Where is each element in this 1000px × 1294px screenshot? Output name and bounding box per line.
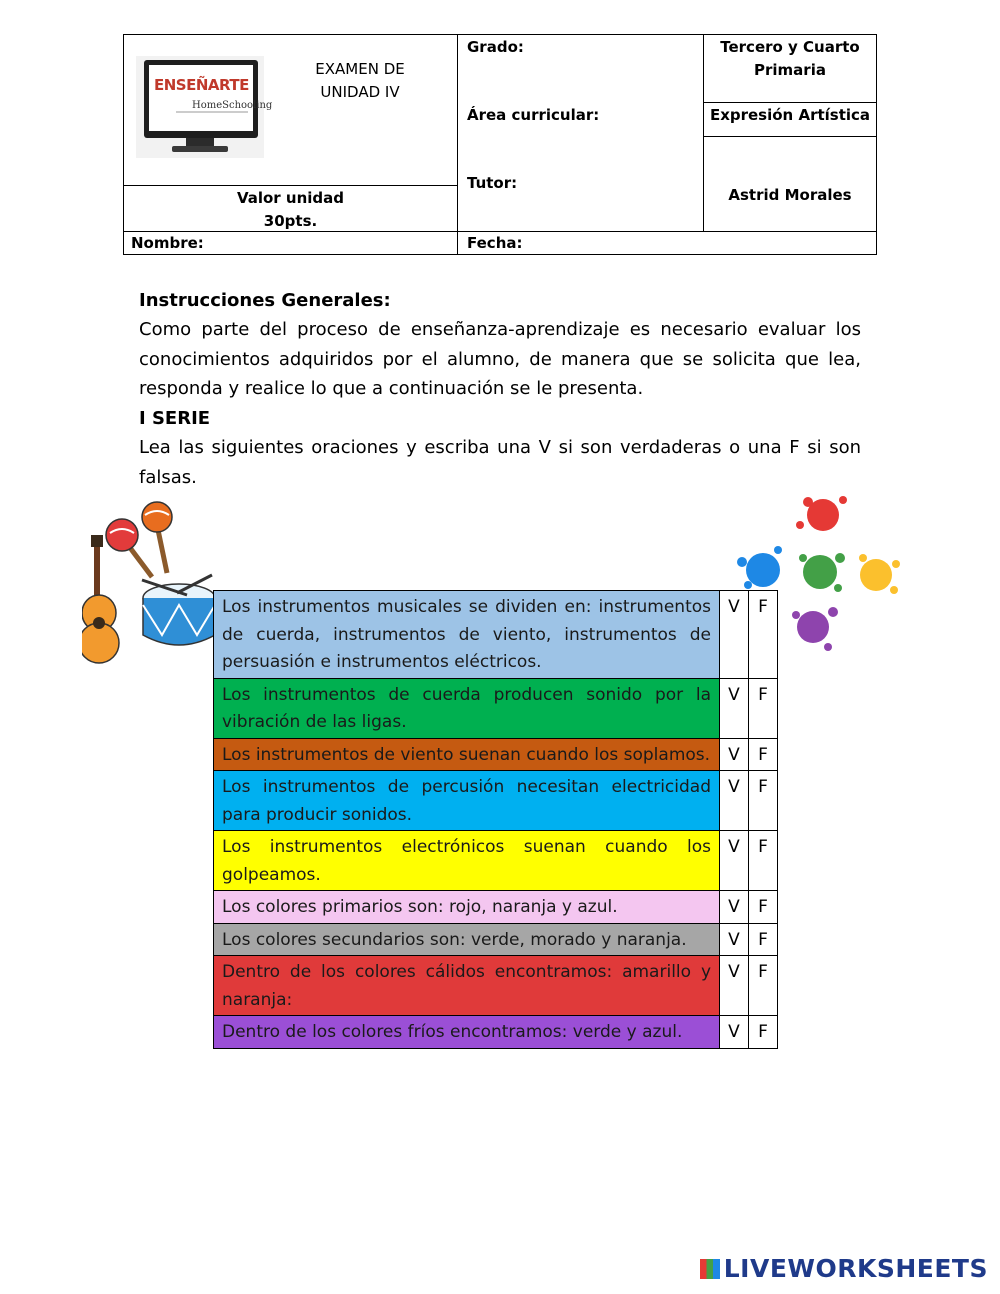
tutor-value: Astrid Morales bbox=[728, 186, 852, 204]
false-option[interactable]: F bbox=[749, 956, 778, 1016]
logo bbox=[136, 56, 273, 158]
serie-body: Lea las siguientes oraciones y escriba una V si son verdaderas o una F si son falsas. bbox=[139, 437, 861, 488]
statement-row bbox=[214, 891, 778, 924]
true-option[interactable]: V bbox=[720, 591, 749, 679]
true-false-table bbox=[213, 590, 778, 1049]
true-option[interactable]: V bbox=[720, 678, 749, 738]
true-option[interactable]: V bbox=[720, 831, 749, 891]
statement-row bbox=[214, 923, 778, 956]
serie-title: I SERIE bbox=[139, 408, 211, 429]
statement-text: Los instrumentos de viento suenan cuando los soplamos. bbox=[214, 738, 720, 771]
false-option[interactable]: F bbox=[749, 891, 778, 924]
statement-text: Dentro de los colores cálidos encontramos: amarillo y naranja: bbox=[214, 956, 720, 1016]
statement-text: Los colores secundarios son: verde, morado y naranja. bbox=[214, 923, 720, 956]
false-option[interactable]: F bbox=[749, 923, 778, 956]
statement-row bbox=[214, 591, 778, 679]
false-option[interactable]: F bbox=[749, 738, 778, 771]
true-option[interactable]: V bbox=[720, 738, 749, 771]
instructions-title: Instrucciones Generales: bbox=[139, 290, 391, 311]
true-option[interactable]: V bbox=[720, 923, 749, 956]
statement-text: Los instrumentos de percusión necesitan electricidad para producir sonidos. bbox=[214, 771, 720, 831]
statement-text: Los instrumentos de cuerda producen sonido por la vibración de las ligas. bbox=[214, 678, 720, 738]
true-option[interactable]: V bbox=[720, 1016, 749, 1049]
instructions-body: Como parte del proceso de enseñanza-aprendizaje es necesario evaluar los conocimientos adquiridos por el alumno, de manera que se solicita que lea, responda y realice lo que a continuación se le presenta. bbox=[139, 319, 861, 399]
statement-text: Dentro de los colores fríos encontramos: verde y azul. bbox=[214, 1016, 720, 1049]
statement-text: Los colores primarios son: rojo, naranja y azul. bbox=[214, 891, 720, 924]
nombre-label: Nombre: bbox=[131, 234, 204, 252]
false-option[interactable]: F bbox=[749, 591, 778, 679]
valor-unidad: Valor unidad 30pts. bbox=[236, 189, 345, 230]
statement-row bbox=[214, 738, 778, 771]
logo-text: ENSEÑARTE bbox=[154, 76, 249, 94]
music-instruments-icon bbox=[82, 495, 222, 670]
statement-row bbox=[214, 831, 778, 891]
true-option[interactable]: V bbox=[720, 956, 749, 1016]
false-option[interactable]: F bbox=[749, 831, 778, 891]
liveworksheets-logo-icon bbox=[700, 1259, 720, 1279]
exam-title: EXAMEN DE UNIDAD IV bbox=[315, 60, 405, 101]
statement-text: Los instrumentos electrónicos suenan cuando los golpeamos. bbox=[214, 831, 720, 891]
grado-label: Grado: bbox=[467, 38, 524, 56]
statement-row bbox=[214, 956, 778, 1016]
watermark: LIVEWORKSHEETS bbox=[700, 1254, 988, 1283]
area-value: Expresión Artística bbox=[709, 106, 871, 124]
false-option[interactable]: F bbox=[749, 1016, 778, 1049]
grado-value: Tercero y Cuarto Primaria bbox=[720, 38, 860, 79]
logo-subtext: HomeSchooling bbox=[192, 100, 273, 111]
false-option[interactable]: F bbox=[749, 678, 778, 738]
false-option[interactable]: F bbox=[749, 771, 778, 831]
true-option[interactable]: V bbox=[720, 891, 749, 924]
statement-text: Los instrumentos musicales se dividen en: instrumentos de cuerda, instrumentos de viento, instrumentos de persuasión e instrumentos eléctricos. bbox=[214, 591, 720, 679]
fecha-label: Fecha: bbox=[467, 234, 523, 252]
true-option[interactable]: V bbox=[720, 771, 749, 831]
statement-row bbox=[214, 678, 778, 738]
statement-row bbox=[214, 1016, 778, 1049]
area-label: Área curricular: bbox=[467, 106, 600, 124]
tutor-label: Tutor: bbox=[467, 174, 518, 192]
statement-row bbox=[214, 771, 778, 831]
